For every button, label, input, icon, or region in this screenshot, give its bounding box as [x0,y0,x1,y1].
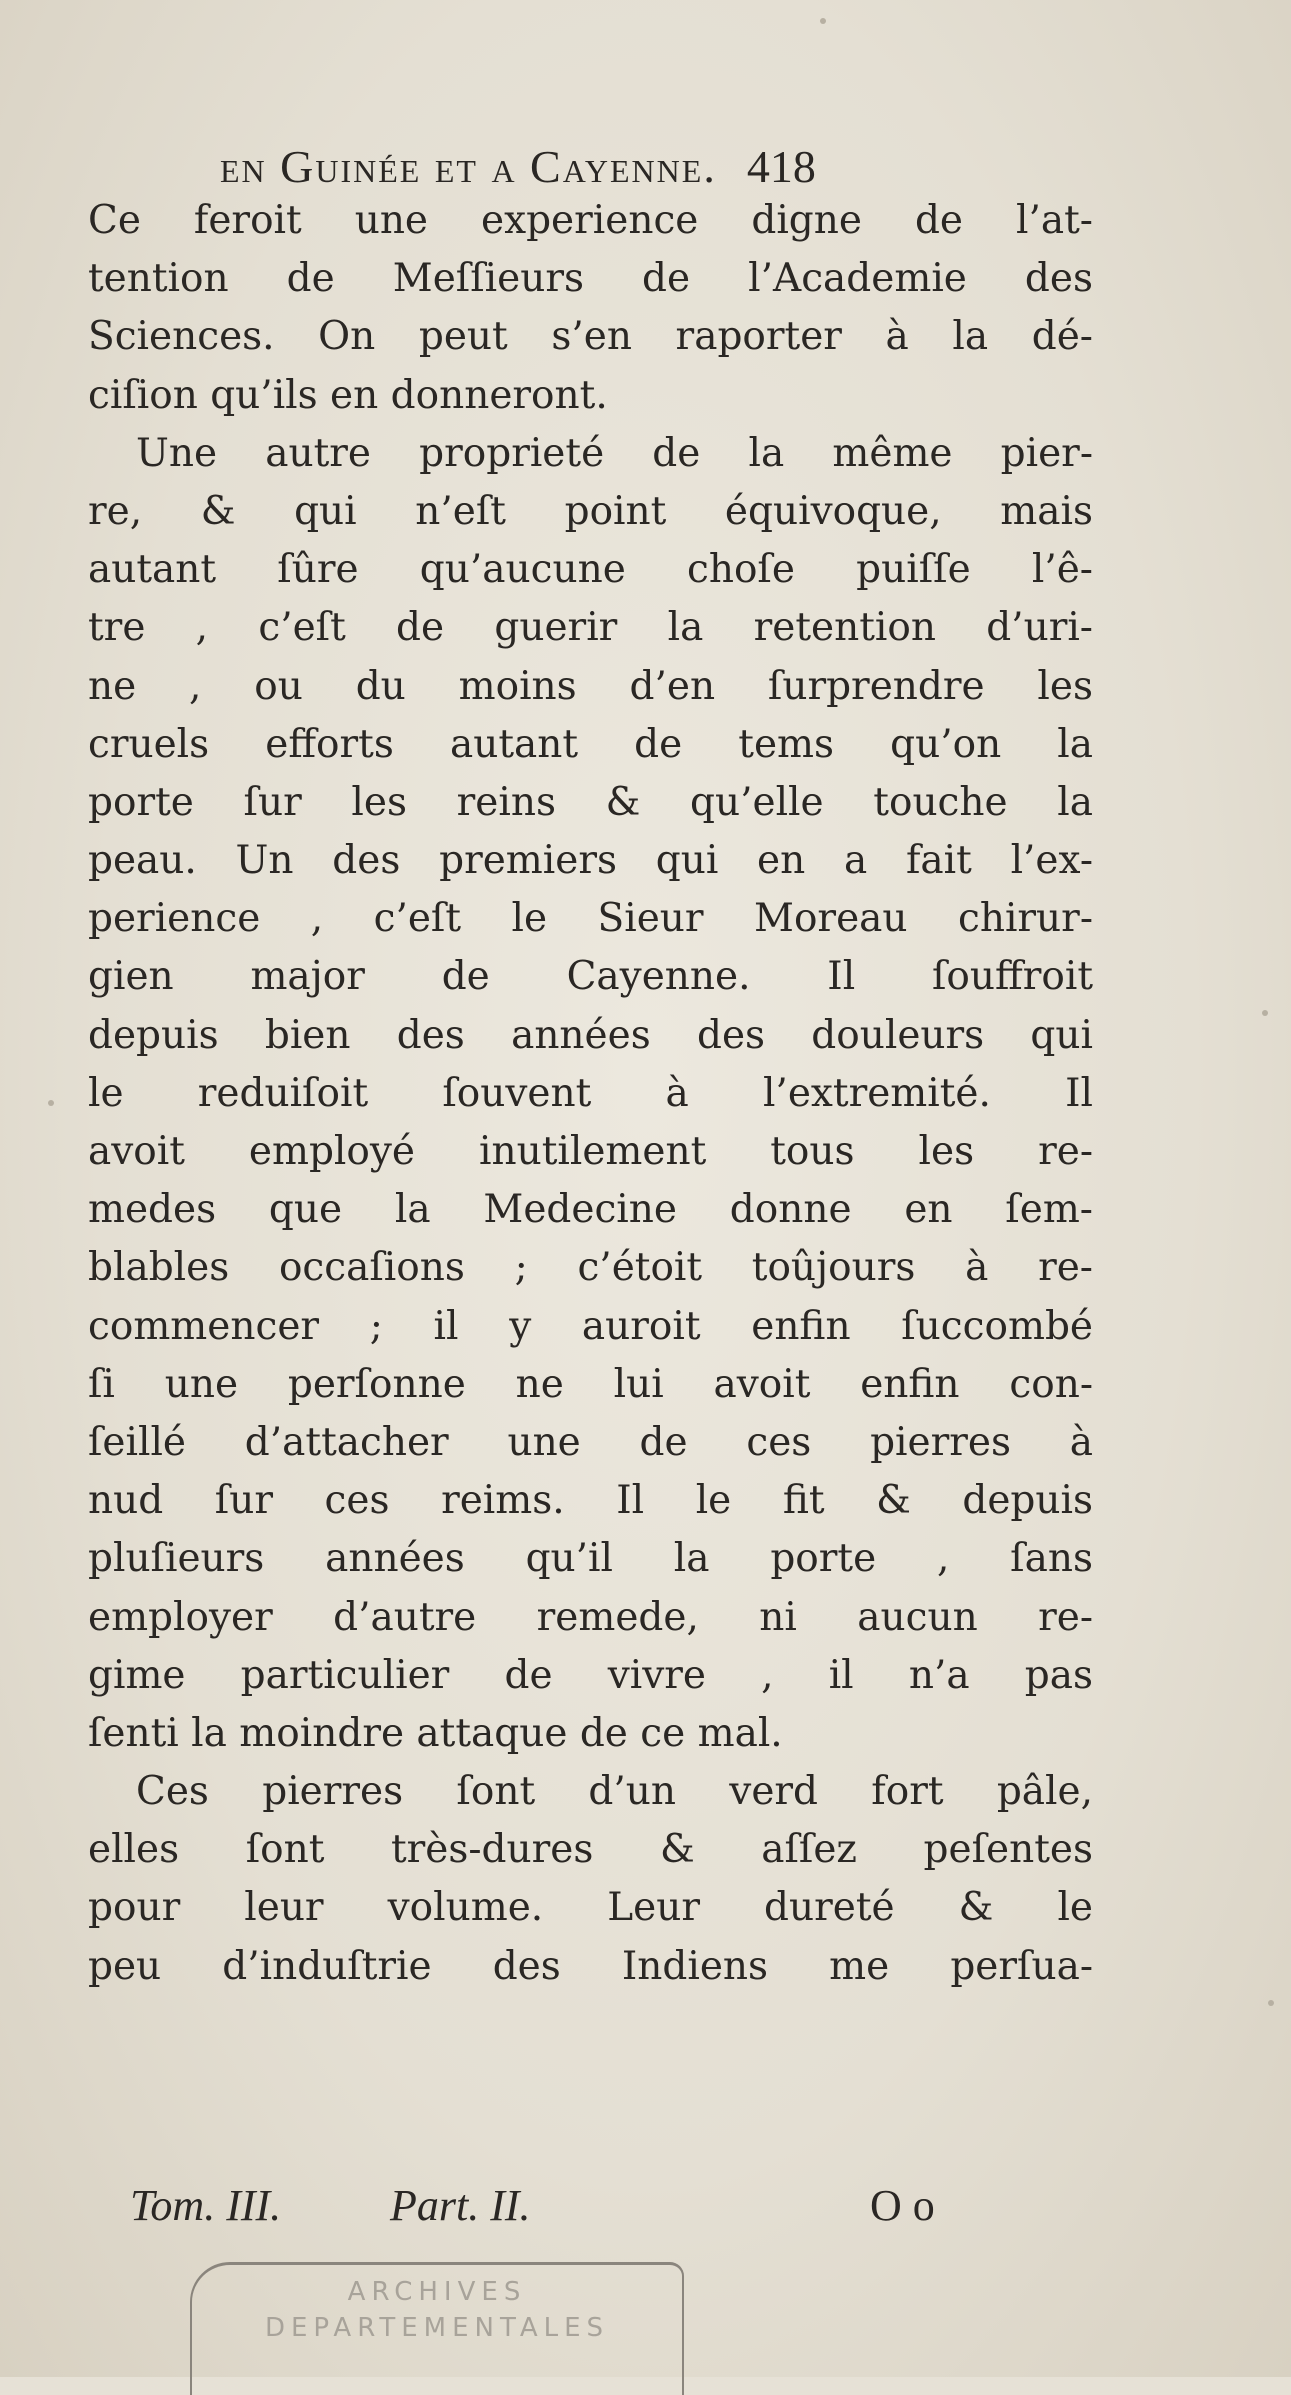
speck [1262,1010,1268,1016]
stamp-line-1: ARCHIVES [347,2277,527,2307]
page-header [220,140,1090,193]
speck [48,1100,54,1106]
text-line: pluſieurs années qu’il la porte , ſans [88,1536,1093,1582]
text-line: Une autre proprieté de la même pier- [136,430,1093,476]
text-line: ſi une perſonne ne lui avoit enfin con- [88,1361,1093,1407]
text-line: ſenti la moindre attaque de ce mal. [88,1710,783,1756]
text-line: peu d’induſtrie des Indiens me perſua- [88,1943,1093,1989]
text-line: ciſion qu’ils en donneront. [88,372,608,418]
text-line: tre , c’eſt de guerir la retention d’uri- [88,605,1093,651]
text-line: re, & qui n’eſt point équivoque, mais [88,488,1093,534]
speck [820,18,826,24]
text-line: pour leur volume. Leur dureté & le [88,1885,1093,1931]
body-text [88,192,1093,1996]
page-number: 418 [746,141,816,192]
text-line: employer d’autre remede, ni aucun re- [88,1594,1093,1640]
text-line: avoit employé inutilement tous les re- [88,1129,1093,1174]
text-line: le reduiſoit ſouvent à l’extremité. Il [88,1070,1093,1116]
text-line: blables occaſions ; c’étoit toûjours à re- [88,1245,1093,1291]
text-line: Sciences. On peut s’en raporter à la dé- [88,314,1093,360]
text-line: commencer ; il y auroit enfin ſuccombé [88,1303,1093,1349]
text-line: autant ſûre qu’aucune choſe puiſſe l’ê- [88,547,1093,593]
speck [1268,2000,1274,2006]
text-line: peau. Un des premiers qui en a fait l’ex- [88,838,1093,884]
text-line: depuis bien des années des douleurs qui [88,1012,1093,1058]
text-line: ne , ou du moins d’en ſurprendre les [88,663,1093,709]
running-title: en Guinée et a Cayenne. [220,141,717,192]
text-line: elles ſont très-dures & aſſez peſentes [88,1827,1093,1873]
text-line: tention de Meſſieurs de l’Academie des [88,256,1093,302]
text-line: gime particulier de vivre , il n’a pas [88,1652,1093,1698]
archive-stamp [190,2262,684,2395]
text-line: ſeillé d’attacher une de ces pierres à [88,1419,1093,1465]
text-line: perience , c’eſt le Sieur Moreau chirur- [88,896,1093,942]
signature-mark: O o [870,2181,935,2230]
text-line: cruels efforts autant de tems qu’on la [88,721,1093,767]
volume-label: Tom. III. [130,2181,282,2230]
text-line: medes que la Medecine donne en ſem- [88,1187,1093,1233]
text-line: Ce feroit une experience digne de l’at- [88,198,1093,243]
text-line: Ces pierres ſont d’un verd fort pâle, [136,1769,1093,1815]
text-line: porte ſur les reins & qu’elle touche la [88,779,1093,825]
text-line: gien major de Cayenne. Il ſouffroit [88,954,1093,1000]
part-label: Part. II. [390,2181,531,2230]
text-line: nud ſur ces reims. Il le fit & depuis [88,1478,1093,1524]
stamp-line-2: DEPARTEMENTALES [264,2313,610,2343]
